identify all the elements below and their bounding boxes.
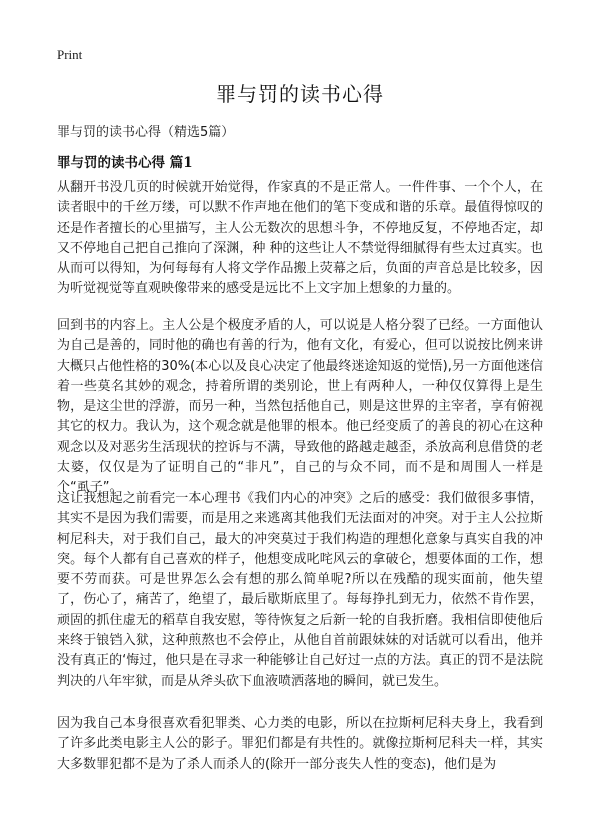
- document-subtitle: 罪与罚的读书心得（精选5篇）: [57, 125, 235, 140]
- page-title: 罪与罚的读书心得: [216, 82, 384, 106]
- section-heading: 罪与罚的读书心得 篇1: [57, 155, 193, 171]
- body-paragraph-1: 从翻开书没几页的时候就开始觉得，作家真的不是正常人。一件件事、一个个人，在读者眼中的千丝万缕，可以默不作声地在他们的笔下变成和谐的乐章。最值得惊叹的还是作者擅长的心里描写，主人公无数次的思想斗争，不停地反复，不停地否定，却又不停地自己把自己推向了深渊，种 种的这些让人不禁觉得细腻得有些太过真实。也从而可以得知，为何每每有人将文学作品搬上荧幕之后，负面的声音总是比较多，因为听觉视觉等直观映像带来的感受是远比不上文字加上想象的力量的。: [57, 180, 543, 297]
- print-link[interactable]: Print: [57, 47, 83, 62]
- body-paragraph-3: 这让我想起之前看完一本心理书《我们内心的冲突》之后的感受：我们做很多事情，其实不是因为我们需要，而是用之来逃离其他我们无法面对的冲突。对于主人公拉斯柯尼科夫，对于我们自己，最大的冲突莫过于我们构造的理想化意象与真实自我的冲突。每个人都有自己喜欢的样子，他想变成叱咤风云的拿破仑，想要体面的工作，想要不劳而获。可是世界怎么会有想的那么简单呢?所以在残酷的现实面前，他失望了，伤心了，痛苦了，绝望了，最后歇斯底里了。每每挣扎到无力，依然不肯作罢，顽固的抓住虚无的稻草自我安慰，等待恢复之后新一轮的自我折磨。我相信即使他后来终于锒铛入狱，这种煎熬也不会停止，从他自首前跟妹妹的对话就可以看出，他并没有真正的‘悔过，他只是在寻求一种能够让自己好过一点的方法。真正的罚不是法院判决的八年牢狱，而是从斧头砍下血液喷洒落地的瞬间，就已发生。: [57, 491, 543, 689]
- body-paragraph-2: 回到书的内容上。主人公是个极度矛盾的人，可以说是人格分裂了已经。一方面他认为自己是善的，同时他的确也有善的行为，他有文化，有爱心，但可以说按比例来讲大概只占他性格的30%(本心以及良心决定了他最终迷途知返的觉悟),另一方面他迷信着一些莫名其妙的观念，持着所谓的类别论，世上有两种人，一种仅仅算得上是生物，是这尘世的浮游，而另一种，当然包括他自己，则是这世界的主宰者，享有俯视其它的权力。我认为，这个观念就是他罪的根本。他已经变质了的善良的初心在这种观念以及对恶劣生活现状的控诉与不满，导致他的路越走越歪，杀放高利息借贷的老太婆，仅仅是为了证明自己的“非凡”，自己的与众不同，而不是和周围人一样是个“虱子”。: [57, 318, 543, 496]
- body-paragraph-4: 因为我自己本身很喜欢看犯罪类、心力类的电影，所以在拉斯柯尼科夫身上，我看到了许多此类电影主人公的影子。罪犯们都是有共性的。就像拉斯柯尼科夫一样，其实大多数罪犯都不是为了杀人而杀人的(除开一部分丧失人性的变态)，他们是为: [57, 716, 543, 772]
